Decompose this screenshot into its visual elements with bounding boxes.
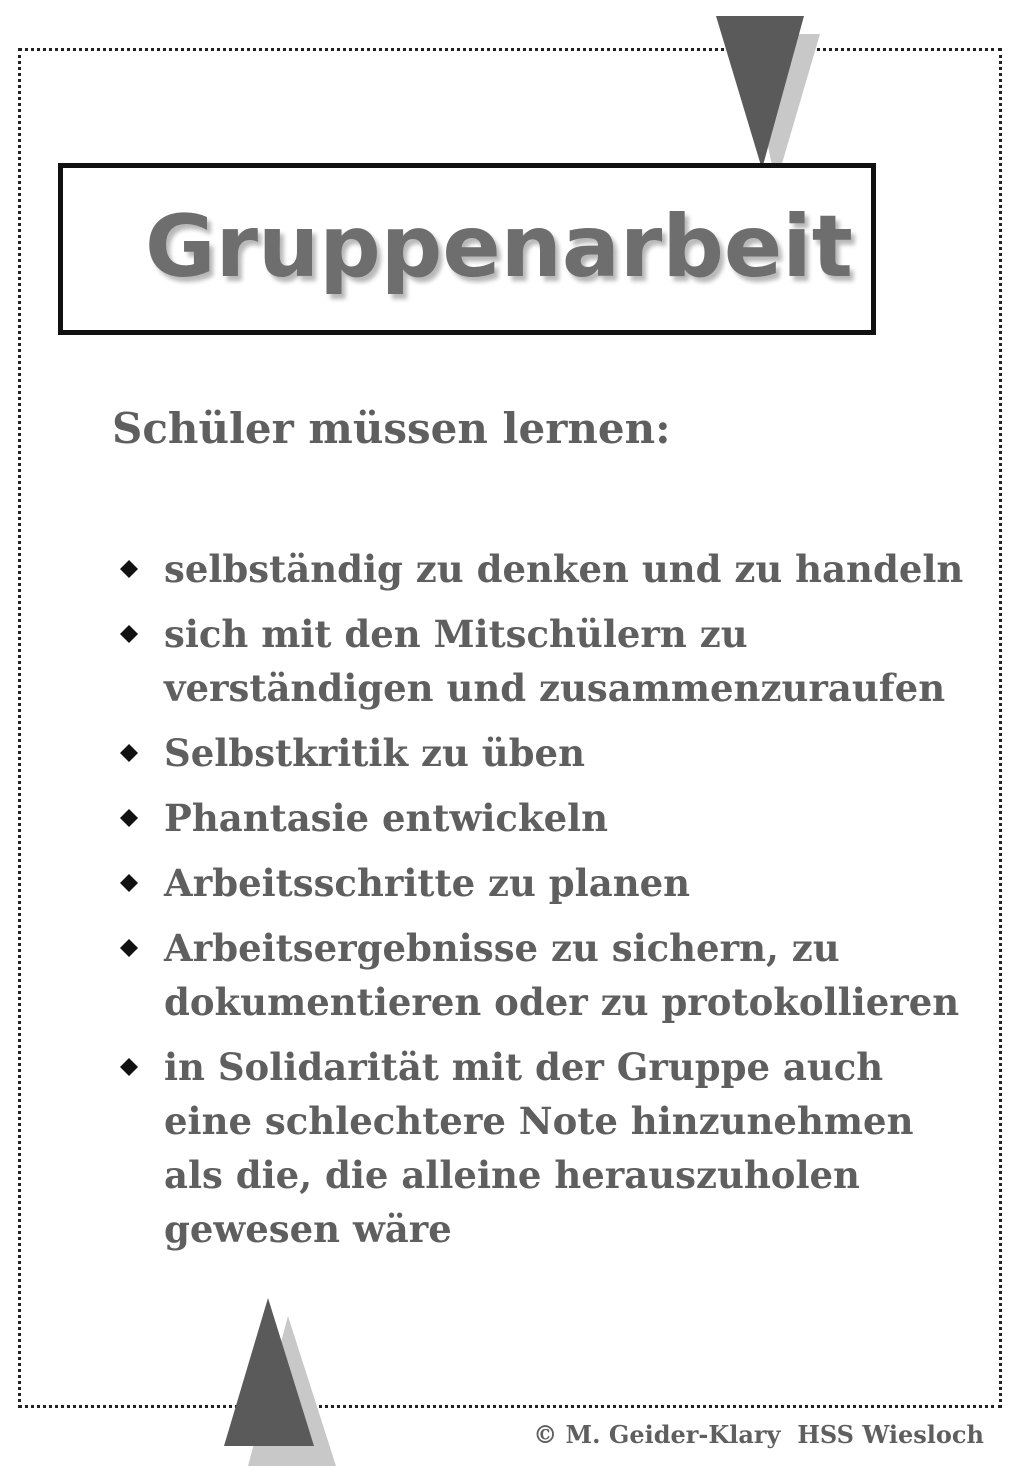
list-item-text: in Solidarität mit der Gruppe auch eine schlechtere Note hinzunehmen als die, die alleine herauszuholen gewesen wäre	[164, 1045, 914, 1251]
list-item	[112, 791, 972, 845]
diamond-bullet-icon	[120, 744, 138, 762]
list-item	[112, 1040, 972, 1256]
copyright-footer: © M. Geider-Klary HSS Wiesloch	[533, 1420, 984, 1449]
diamond-bullet-icon	[120, 874, 138, 892]
learning-goals-list	[112, 542, 972, 1267]
bottom-triangle-decoration	[220, 1296, 345, 1471]
list-item	[112, 921, 972, 1029]
list-item-text: sich mit den Mitschülern zu verständigen und zusammenzuraufen	[164, 612, 946, 710]
list-item-text: Selbstkritik zu üben	[164, 731, 585, 775]
subheading: Schüler müssen lernen:	[112, 404, 671, 453]
list-item	[112, 607, 972, 715]
list-item-text: Phantasie entwickeln	[164, 796, 609, 840]
list-item-text: Arbeitsschritte zu planen	[164, 861, 691, 905]
title-box	[58, 163, 876, 335]
list-item-text: selbständig zu denken und zu handeln	[164, 547, 964, 591]
list-item	[112, 726, 972, 780]
page-title: Gruppenarbeit	[145, 197, 853, 297]
list-item-text: Arbeitsergebnisse zu sichern, zu dokumentieren oder zu protokollieren	[164, 926, 960, 1024]
diamond-bullet-icon	[120, 939, 138, 957]
diamond-bullet-icon	[120, 560, 138, 578]
diamond-bullet-icon	[120, 809, 138, 827]
diamond-bullet-icon	[120, 1058, 138, 1076]
diamond-bullet-icon	[120, 625, 138, 643]
list-item	[112, 856, 972, 910]
list-item	[112, 542, 972, 596]
